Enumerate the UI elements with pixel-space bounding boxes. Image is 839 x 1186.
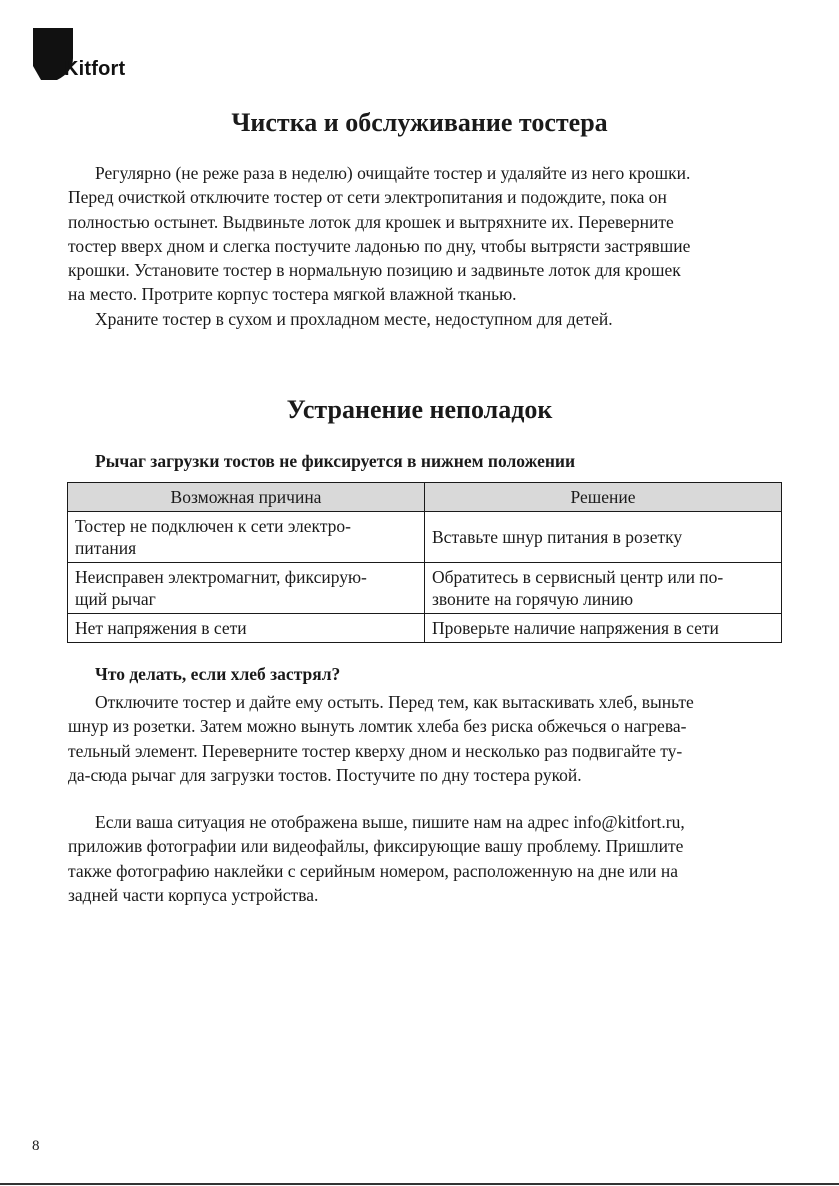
solution-cell <box>425 563 782 614</box>
text-line: крошки. Установите тостер в нормальную позицию и задвиньте лоток для крошек <box>68 260 681 281</box>
storage-text: Храните тостер в сухом и прохладном месте, недоступном для детей. <box>95 308 613 329</box>
cell-line: щий рычаг <box>75 589 156 609</box>
text-line: тостер вверх дном и слегка постучите ладонью по дну, чтобы вытрясти застрявшие <box>68 235 691 256</box>
cause-cell <box>68 563 425 614</box>
column-header-cause: Возможная причина <box>68 483 425 512</box>
text-line: на место. Протрите корпус тостера мягкой влажной тканью. <box>68 284 517 305</box>
troubleshooting-title: Устранение неполадок <box>286 395 553 424</box>
problem-heading: Рычаг загрузки тостов не фиксируется в нижнем положении <box>95 451 576 471</box>
cause-cell <box>68 512 425 563</box>
text-line: да-сюда рычаг для загрузки тостов. Постучите по дну тостера рукой. <box>68 764 582 785</box>
cell-line: Тостер не подключен к сети электро- <box>75 516 352 536</box>
text-line: шнур из розетки. Затем можно вынуть ломтик хлеба без риска обжечься о нагрева- <box>68 716 687 737</box>
troubleshooting-table <box>67 482 782 643</box>
page-number: 8 <box>32 1138 40 1154</box>
bottom-divider <box>0 1183 839 1185</box>
text-line: полностью остынет. Выдвиньте лоток для крошек и вытряхните их. Переверните <box>68 211 674 232</box>
solution-cell <box>425 614 782 643</box>
bread-stuck-paragraph <box>68 690 783 787</box>
text-line: Отключите тостер и дайте ему остыть. Перед тем, как вытаскивать хлеб, выньте <box>95 692 694 712</box>
solution-cell <box>425 512 782 563</box>
column-header-solution: Решение <box>425 483 782 512</box>
text-line: задней части корпуса устройства. <box>68 884 319 905</box>
cause-cell <box>68 614 425 643</box>
cell-line: Неисправен электромагнит, фиксирую- <box>75 567 367 587</box>
text-line: также фотографию наклейки с серийным номером, расположенную на дне или на <box>68 860 678 881</box>
cell-line: Проверьте наличие напряжения в сети <box>432 618 719 638</box>
brand-logo <box>33 28 153 84</box>
text-line: Регулярно (не реже раза в неделю) очищайте тостер и удаляйте из него крошки. <box>95 163 691 183</box>
contact-paragraph <box>68 810 783 907</box>
cell-line: Обратитесь в сервисный центр или по- <box>432 567 724 587</box>
cell-line: Вставьте шнур питания в розетку <box>432 527 683 547</box>
text-line: тельный элемент. Переверните тостер кверху дном и несколько раз подвигайте ту- <box>68 740 683 761</box>
cell-line: Нет напряжения в сети <box>75 618 247 638</box>
text-line: Перед очисткой отключите тостер от сети электропитания и подождите, пока он <box>68 187 667 208</box>
table-row <box>68 512 782 563</box>
table-row <box>68 563 782 614</box>
bread-stuck-heading: Что делать, если хлеб застрял? <box>95 664 341 684</box>
text-line: приложив фотографии или видеофайлы, фиксирующие вашу проблему. Пришлите <box>68 836 684 857</box>
cell-line: питания <box>75 538 137 558</box>
brand-name: Kitfort <box>64 58 126 80</box>
table-row <box>68 614 782 643</box>
cell-line: звоните на горячую линию <box>432 589 634 609</box>
cleaning-paragraph <box>68 161 783 331</box>
cleaning-title: Чистка и обслуживание тостера <box>231 108 608 137</box>
text-line: Если ваша ситуация не отображена выше, пишите нам на адрес info@kitfort.ru, <box>95 812 685 832</box>
table-header-row <box>68 483 782 512</box>
